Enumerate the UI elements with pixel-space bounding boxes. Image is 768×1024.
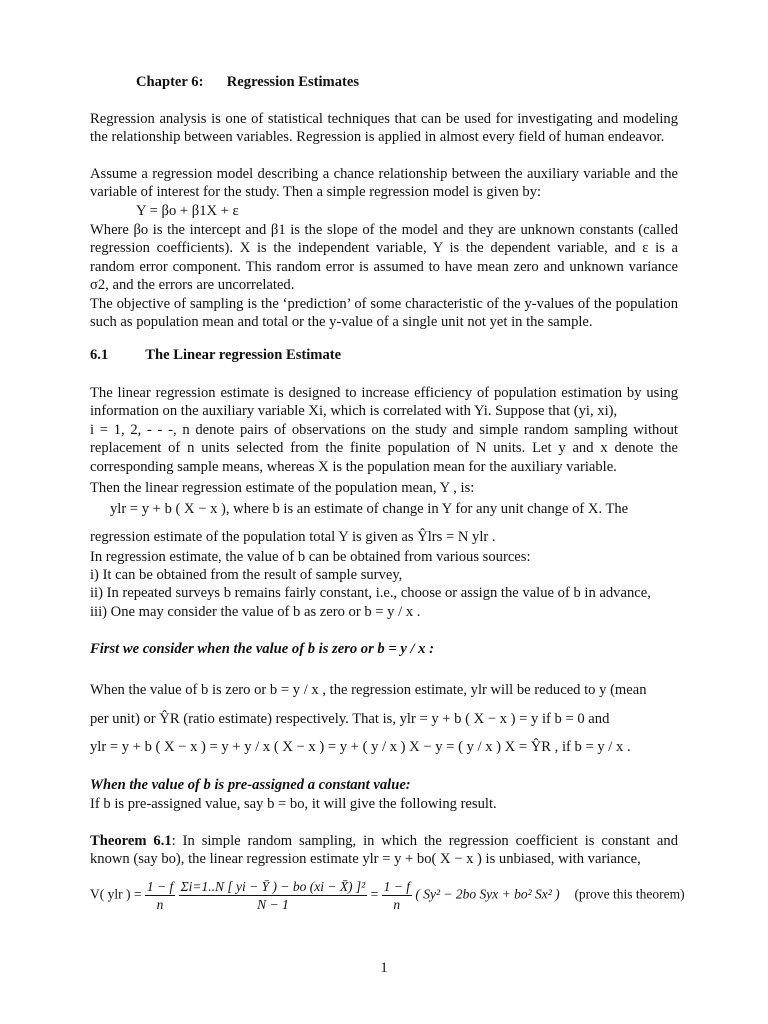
- chapter-title: Regression Estimates: [226, 74, 360, 90]
- intro-paragraph-2: Assume a regression model describing a chance relationship between the auxiliary variable and the variable of interest for the study. Then a simple regression model is given by:: [90, 166, 678, 201]
- fraction-3-denominator: n: [393, 897, 401, 912]
- variance-lhs: V( ylr ) =: [90, 886, 142, 902]
- case2-heading: When the value of b is pre-assigned a constant value:: [90, 777, 411, 793]
- fraction-1-denominator: n: [156, 897, 164, 912]
- theorem-text: : In simple random sampling, in which the regression coefficient is constant and known (say bo), the linear regression estimate ylr = y + bo( X − x ) is unbiased, with variance,: [90, 833, 678, 868]
- case1-paragraph-3: ylr = y + b ( X − x ) = y + y / x ( X − x ) = y + ( y / x ) X − y = ( y / x ) X = ŶR , if b = y / x .: [90, 739, 631, 755]
- section-paragraph-3: regression estimate of the population total Y is given as Ŷlrs = N ylr .: [90, 529, 496, 545]
- section-number: 6.1: [90, 347, 109, 363]
- intro-paragraph-3: Where βo is the intercept and β1 is the slope of the model and they are unknown constants (called regression coefficients). X is the independent variable, Y is the dependent variable, and ε is a random error component. This random error is assumed to have mean zero and unknown variance σ2, and the errors are uncorrelated.: [90, 222, 678, 294]
- section-paragraph-1a: The linear regression estimate is designed to increase efficiency of population estimation by using information on the auxiliary variable Xi, which is correlated with Yi. Suppose that (yi, xi),: [90, 385, 678, 420]
- section-heading-6-1: [90, 347, 341, 364]
- chapter-heading: [136, 74, 359, 91]
- section-title: The Linear regression Estimate: [145, 347, 342, 363]
- equals-sign: =: [370, 886, 379, 902]
- fraction-2-denominator: N − 1: [257, 897, 289, 912]
- intro-paragraph-4: The objective of sampling is the ‘prediction’ of some characteristic of the y-values of the population such as population mean and total or the y-value of a single unit not yet in the sample.: [90, 296, 678, 331]
- theorem-label: Theorem 6.1: [90, 833, 172, 849]
- intro-paragraph-1: Regression analysis is one of statistical techniques that can be used for investigating and modeling the relationship between variables. Regression is applied in almost every field of human endeavor.: [90, 111, 678, 146]
- case1-paragraph-2: per unit) or ŶR (ratio estimate) respectively. That is, ylr = y + b ( X − x ) = y if b = 0 and: [90, 711, 610, 727]
- section-paragraph-1b: i = 1, 2, - - -, n denote pairs of observations on the study and simple random sampling without replacement of n units selected from the finite population of N units. Let y and x denote the corresponding sample means, whereas X is the population mean for the auxiliary variable.: [90, 422, 678, 475]
- theorem-6-1: [90, 832, 678, 869]
- section-paragraph-2: Then the linear regression estimate of the population mean, Y , is:: [90, 480, 475, 496]
- fraction-3-numerator: 1 − f: [383, 879, 410, 894]
- prove-note: (prove this theorem): [574, 886, 685, 902]
- variance-formula: [90, 878, 685, 913]
- case1-paragraph-1: When the value of b is zero or b = y / x , the regression estimate, ylr will be reduced to y (mean: [90, 682, 647, 698]
- model-equation: [90, 202, 678, 220]
- case1-heading: First we consider when the value of b is zero or b = y / x :: [90, 641, 434, 657]
- list-item: i) It can be obtained from the result of sample survey,: [90, 567, 403, 583]
- source-list: [90, 566, 678, 621]
- fraction-1-numerator: 1 − f: [146, 879, 174, 894]
- fraction-3: [382, 878, 412, 913]
- variance-rhs: ( Sy² − 2bo Syx + bo² Sx² ): [415, 886, 560, 902]
- case2-paragraph-1: If b is pre-assigned value, say b = bo, it will give the following result.: [90, 796, 497, 812]
- fraction-2-numerator: Σi=1..N [ yi − Ȳ ) − bo (xi − X̄) ]²: [180, 879, 366, 894]
- page-number: 1: [380, 960, 388, 976]
- chapter-label: Chapter 6:: [136, 74, 204, 90]
- list-item: iii) One may consider the value of b as zero or b = y / x .: [90, 603, 421, 620]
- section-paragraph-4: In regression estimate, the value of b can be obtained from various sources:: [90, 549, 531, 565]
- fraction-1: [145, 878, 175, 913]
- model-equation-text: Y = βo + β1X + ε: [136, 203, 239, 219]
- regression-equation: ylr = y + b ( X − x ), where b is an estimate of change in Y for any unit change of X. The: [110, 501, 629, 517]
- fraction-2: [179, 878, 368, 913]
- list-item: ii) In repeated surveys b remains fairly constant, i.e., choose or assign the value of b in advance,: [90, 585, 651, 602]
